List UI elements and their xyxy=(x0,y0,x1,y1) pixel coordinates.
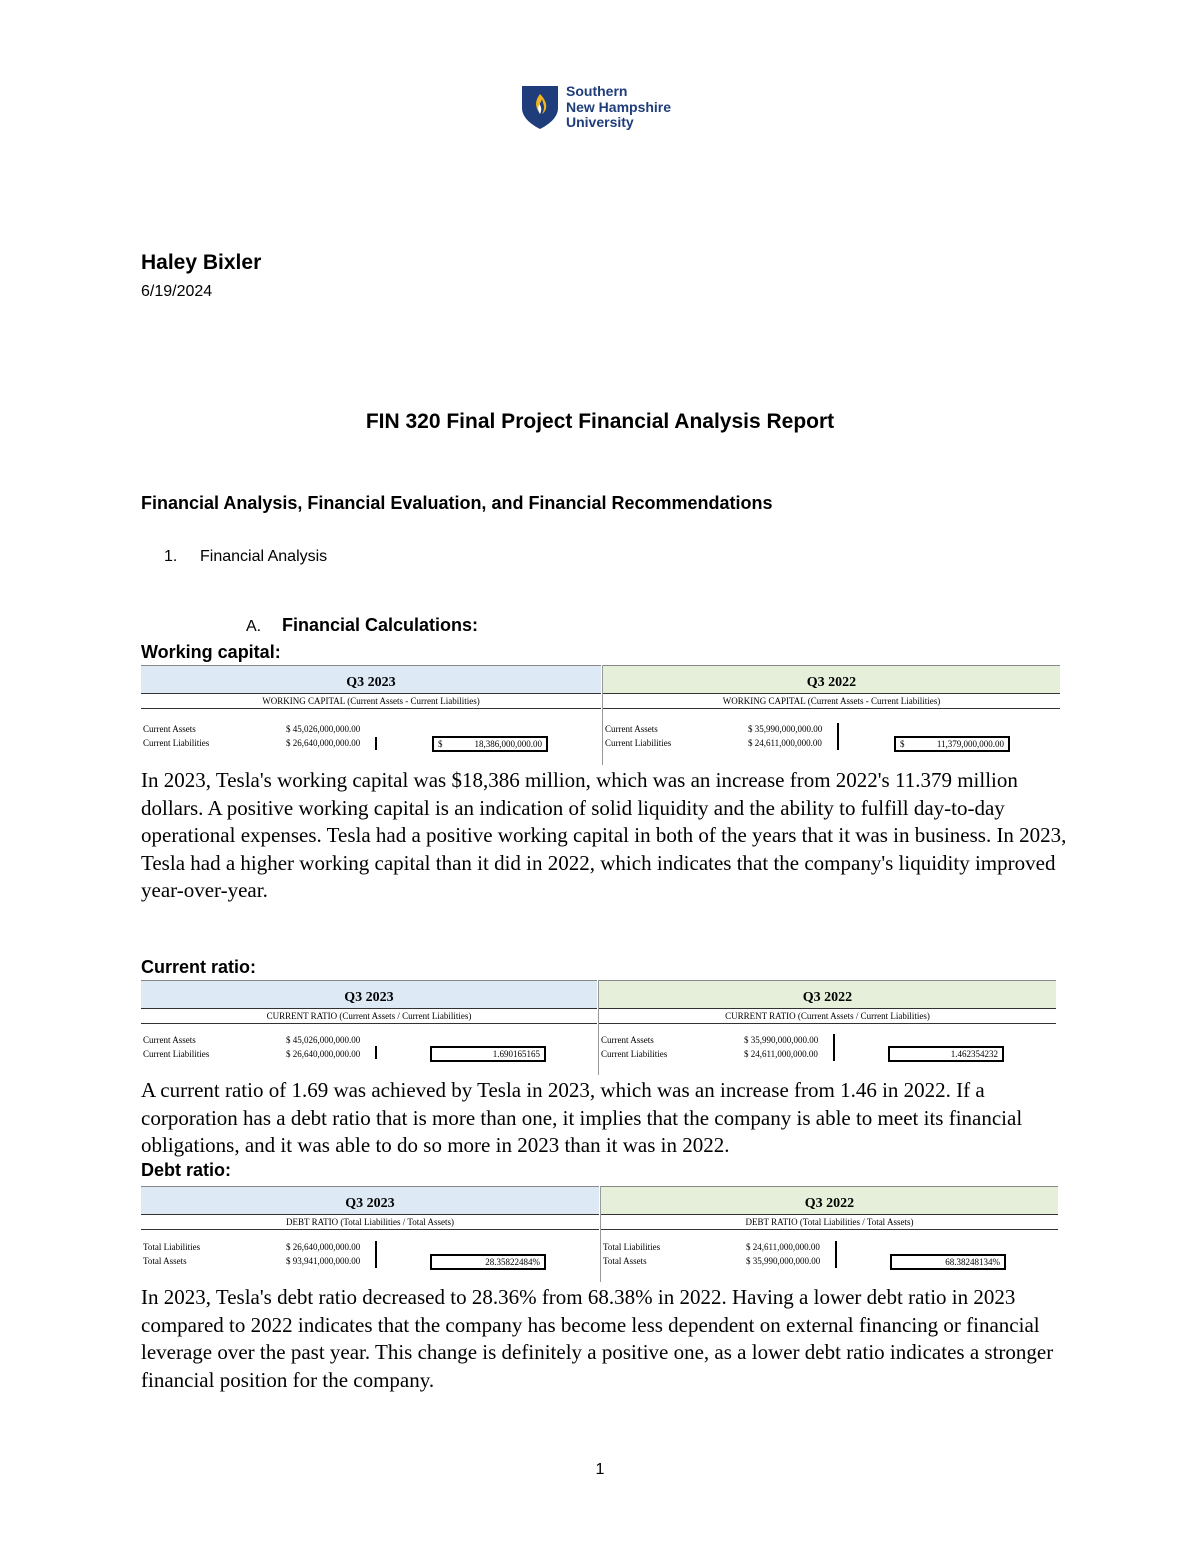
row-label: Current Assets xyxy=(605,724,658,734)
debt-ratio-table xyxy=(141,1186,1059,1282)
cell-border xyxy=(837,723,839,750)
result-value: 1.690165165 xyxy=(492,1049,540,1059)
formula-header: DEBT RATIO (Total Liabilities / Total Assets) xyxy=(601,1215,1058,1230)
formula-header: DEBT RATIO (Total Liabilities / Total Assets) xyxy=(141,1215,599,1230)
row-label: Current Liabilities xyxy=(143,738,210,748)
section-heading: Financial Analysis, Financial Evaluation, and Financial Recommendations xyxy=(141,493,773,513)
university-logo xyxy=(520,84,700,134)
cell-border xyxy=(375,1046,377,1059)
result-cell xyxy=(890,1254,1006,1270)
working-capital-paragraph: In 2023, Tesla's working capital was $18,386 million, which was an increase from 2022's 11.379 million dollars. A positive working capital is an indication of solid liquidity and the ability to fulfill day-to-day operational expenses. Tesla had a positive working capital in both of the years that it was in business. In 2023, Tesla had a higher working capital than it did in 2022, which indicates that the company's liquidity improved year-over-year. xyxy=(141,768,1067,902)
row-value: $ 45,026,000,000.00 xyxy=(286,1035,361,1045)
result-value: 11,379,000,000.00 xyxy=(936,739,1004,749)
row-label: Total Liabilities xyxy=(143,1242,201,1252)
result-value: 68.38248134% xyxy=(945,1257,1000,1267)
row-value: $ 24,611,000,000.00 xyxy=(744,1049,818,1059)
result-cell xyxy=(430,1254,546,1270)
current-ratio-paragraph: A current ratio of 1.69 was achieved by Tesla in 2023, which was an increase from 1.46 in 2022. If a corporation has a debt ratio that is more than one, it implies that the company is able to meet its financial obligations, and it was able to do so more in 2023 than it was in 2022. xyxy=(141,1078,1023,1157)
row-label: Current Assets xyxy=(143,1035,196,1045)
debt-ratio-label: Debt ratio: xyxy=(141,1160,231,1180)
row-label: Current Liabilities xyxy=(143,1049,210,1059)
list-item-financial-analysis xyxy=(164,548,327,566)
result-value: 18,386,000,000.00 xyxy=(474,739,542,749)
result-currency: $ xyxy=(900,739,905,749)
sub-item-financial-calculations xyxy=(246,615,478,636)
row-label: Current Liabilities xyxy=(601,1049,668,1059)
table-panel-2022 xyxy=(598,980,1056,1075)
row-value: $ 24,611,000,000.00 xyxy=(748,738,822,748)
row-label: Total Assets xyxy=(603,1256,647,1266)
row-label: Current Assets xyxy=(601,1035,654,1045)
table-panel-2022 xyxy=(600,1186,1058,1282)
result-cell xyxy=(888,1046,1004,1062)
page-number: 1 xyxy=(595,1461,605,1478)
row-value: $ 26,640,000,000.00 xyxy=(286,738,361,748)
document-date: 6/19/2024 xyxy=(141,283,213,300)
author-name: Haley Bixler xyxy=(141,251,262,274)
row-value: $ 93,941,000,000.00 xyxy=(286,1256,361,1266)
formula-header: CURRENT RATIO (Current Assets / Current Liabilities) xyxy=(599,1009,1056,1024)
table-panel-2022 xyxy=(602,665,1060,765)
row-value: $ 26,640,000,000.00 xyxy=(286,1242,361,1252)
row-label: Current Liabilities xyxy=(605,738,672,748)
period-header: Q3 2023 xyxy=(141,1186,599,1215)
row-value: $ 35,990,000,000.00 xyxy=(748,724,823,734)
result-currency: $ xyxy=(438,739,443,749)
result-cell xyxy=(894,736,1010,752)
formula-header: WORKING CAPITAL (Current Assets - Current Liabilities) xyxy=(141,694,601,709)
row-value: $ 45,026,000,000.00 xyxy=(286,724,361,734)
sub-item-letter: A. xyxy=(246,618,262,635)
working-capital-label: Working capital: xyxy=(141,642,281,662)
list-item-number: 1. xyxy=(164,548,178,565)
row-value: $ 35,990,000,000.00 xyxy=(746,1256,821,1266)
shield-icon xyxy=(520,84,560,130)
current-ratio-table xyxy=(141,980,1059,1075)
row-label: Total Assets xyxy=(143,1256,187,1266)
debt-ratio-paragraph: In 2023, Tesla's debt ratio decreased to 28.36% from 68.38% in 2022. Having a lower debt ratio in 2023 compared to 2022 indicates that the company has become less dependent on external financing or financial leverage over the past year. This change is definitely a positive one, as a lower debt ratio indicates a stronger financial position for the company. xyxy=(141,1285,1054,1392)
cell-border xyxy=(835,1241,837,1268)
row-label: Total Liabilities xyxy=(603,1242,661,1252)
result-cell xyxy=(432,736,548,752)
cell-border xyxy=(375,737,377,750)
result-value: 1.462354232 xyxy=(950,1049,998,1059)
formula-header: CURRENT RATIO (Current Assets / Current Liabilities) xyxy=(141,1009,597,1024)
period-header: Q3 2023 xyxy=(141,665,601,694)
row-value: $ 26,640,000,000.00 xyxy=(286,1049,361,1059)
result-cell xyxy=(430,1046,546,1062)
cell-border xyxy=(375,1241,377,1268)
table-panel-2023 xyxy=(141,665,601,765)
result-value: 28.35822484% xyxy=(485,1257,540,1267)
document-title: FIN 320 Final Project Financial Analysis Report xyxy=(365,410,835,433)
table-panel-2023 xyxy=(141,1186,599,1282)
current-ratio-label: Current ratio: xyxy=(141,957,257,977)
working-capital-table xyxy=(141,665,1059,765)
logo-line-2: New Hampshire xyxy=(566,98,672,115)
table-panel-2023 xyxy=(141,980,597,1075)
row-value: $ 35,990,000,000.00 xyxy=(744,1035,819,1045)
list-item-text: Financial Analysis xyxy=(200,548,328,565)
logo-line-1: Southern xyxy=(566,83,628,99)
row-label: Current Assets xyxy=(143,724,196,734)
period-header: Q3 2022 xyxy=(601,1186,1058,1215)
period-header: Q3 2022 xyxy=(599,980,1056,1009)
logo-line-3: University xyxy=(566,114,634,130)
cell-border xyxy=(833,1034,835,1061)
sub-item-text: Financial Calculations: xyxy=(282,615,479,635)
period-header: Q3 2022 xyxy=(603,665,1060,694)
row-value: $ 24,611,000,000.00 xyxy=(746,1242,820,1252)
formula-header: WORKING CAPITAL (Current Assets - Current Liabilities) xyxy=(603,694,1060,709)
period-header: Q3 2023 xyxy=(141,980,597,1009)
